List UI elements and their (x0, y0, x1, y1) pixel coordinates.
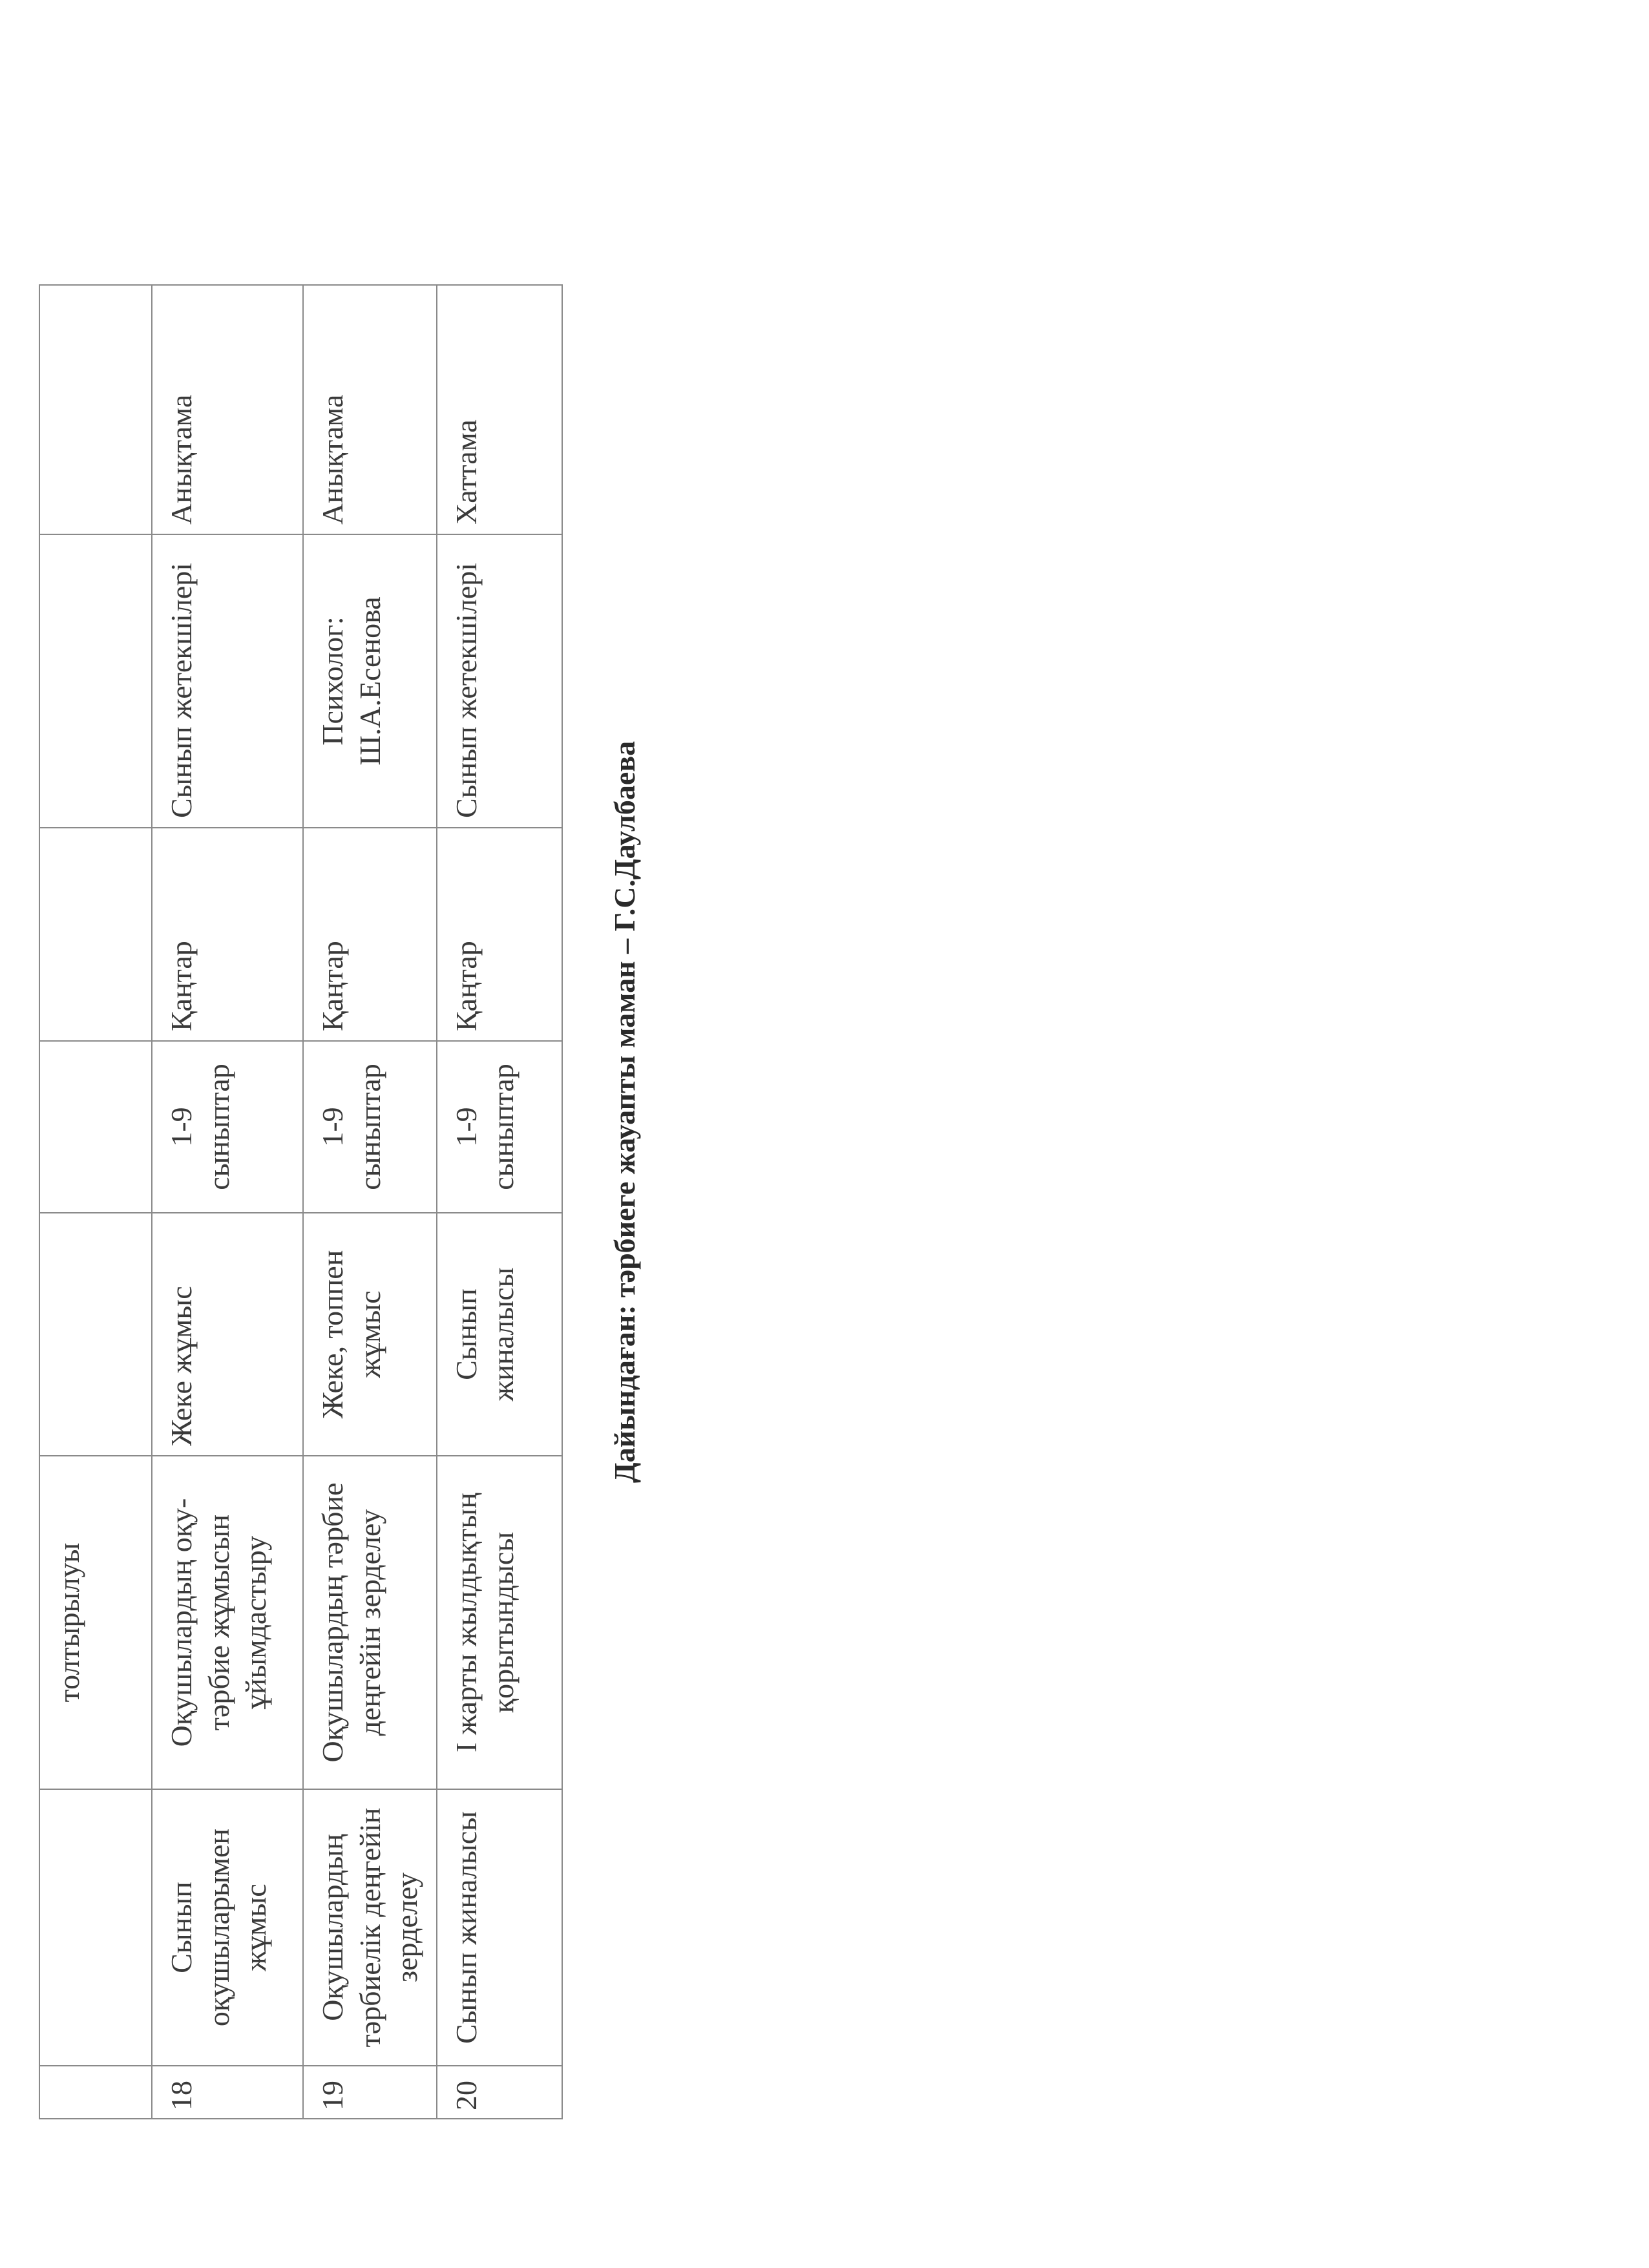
cell-responsible (39, 534, 152, 828)
cell-work: Сынып оқушыларымен жұмыс (152, 1789, 303, 2066)
cell-no (39, 2066, 152, 2119)
cell-responsible: Сынып жетекшілері (152, 534, 303, 828)
table-row (152, 285, 303, 2119)
cell-result: Анықтама (152, 285, 303, 534)
cell-result (39, 285, 152, 534)
cell-form: Сынып жиналысы (437, 1213, 562, 1456)
cell-time: Қаңтар (437, 828, 562, 1041)
table-row (303, 285, 437, 2119)
prepared-by-signature: Дайындаған: тәрбиеге жауапты маман – Г.С.Даулбаева (608, 740, 641, 1483)
cell-object (39, 1041, 152, 1213)
cell-object: 1-9 сыныптар (303, 1041, 437, 1213)
table-row-continuation (39, 285, 152, 2119)
cell-no: 18 (152, 2066, 303, 2119)
cell-form: Жеке, топпен жұмыс (303, 1213, 437, 1456)
cell-work: Оқушылардың тәрбиелік деңгейін зерделеу (303, 1789, 437, 2066)
cell-result: Хаттама (437, 285, 562, 534)
cell-time: Қаңтар (152, 828, 303, 1041)
cell-result: Анықтама (303, 285, 437, 534)
cell-no: 20 (437, 2066, 562, 2119)
cell-form: Жеке жұмыс (152, 1213, 303, 1456)
cell-form (39, 1213, 152, 1456)
cell-responsible: Сынып жетекшілері (437, 534, 562, 828)
cell-object: 1-9 сыныптар (152, 1041, 303, 1213)
cell-goal: толтырылуы (39, 1456, 152, 1789)
cell-goal: Оқушылардың оқу-тәрбие жұмысын ұйымдастыру (152, 1456, 303, 1789)
cell-goal: Оқушылардың тәрбие деңгейін зерделеу (303, 1456, 437, 1789)
table-row (437, 285, 562, 2119)
cell-work (39, 1789, 152, 2066)
cell-no: 19 (303, 2066, 437, 2119)
cell-work: Сынып жиналысы (437, 1789, 562, 2066)
cell-time: Қаңтар (303, 828, 437, 1041)
cell-responsible: Психолог: Ш.А.Есенова (303, 534, 437, 828)
work-plan-table (39, 284, 563, 2119)
cell-goal: І жарты жылдықтың қорытындысы (437, 1456, 562, 1789)
cell-time (39, 828, 152, 1041)
cell-object: 1-9 сыныптар (437, 1041, 562, 1213)
